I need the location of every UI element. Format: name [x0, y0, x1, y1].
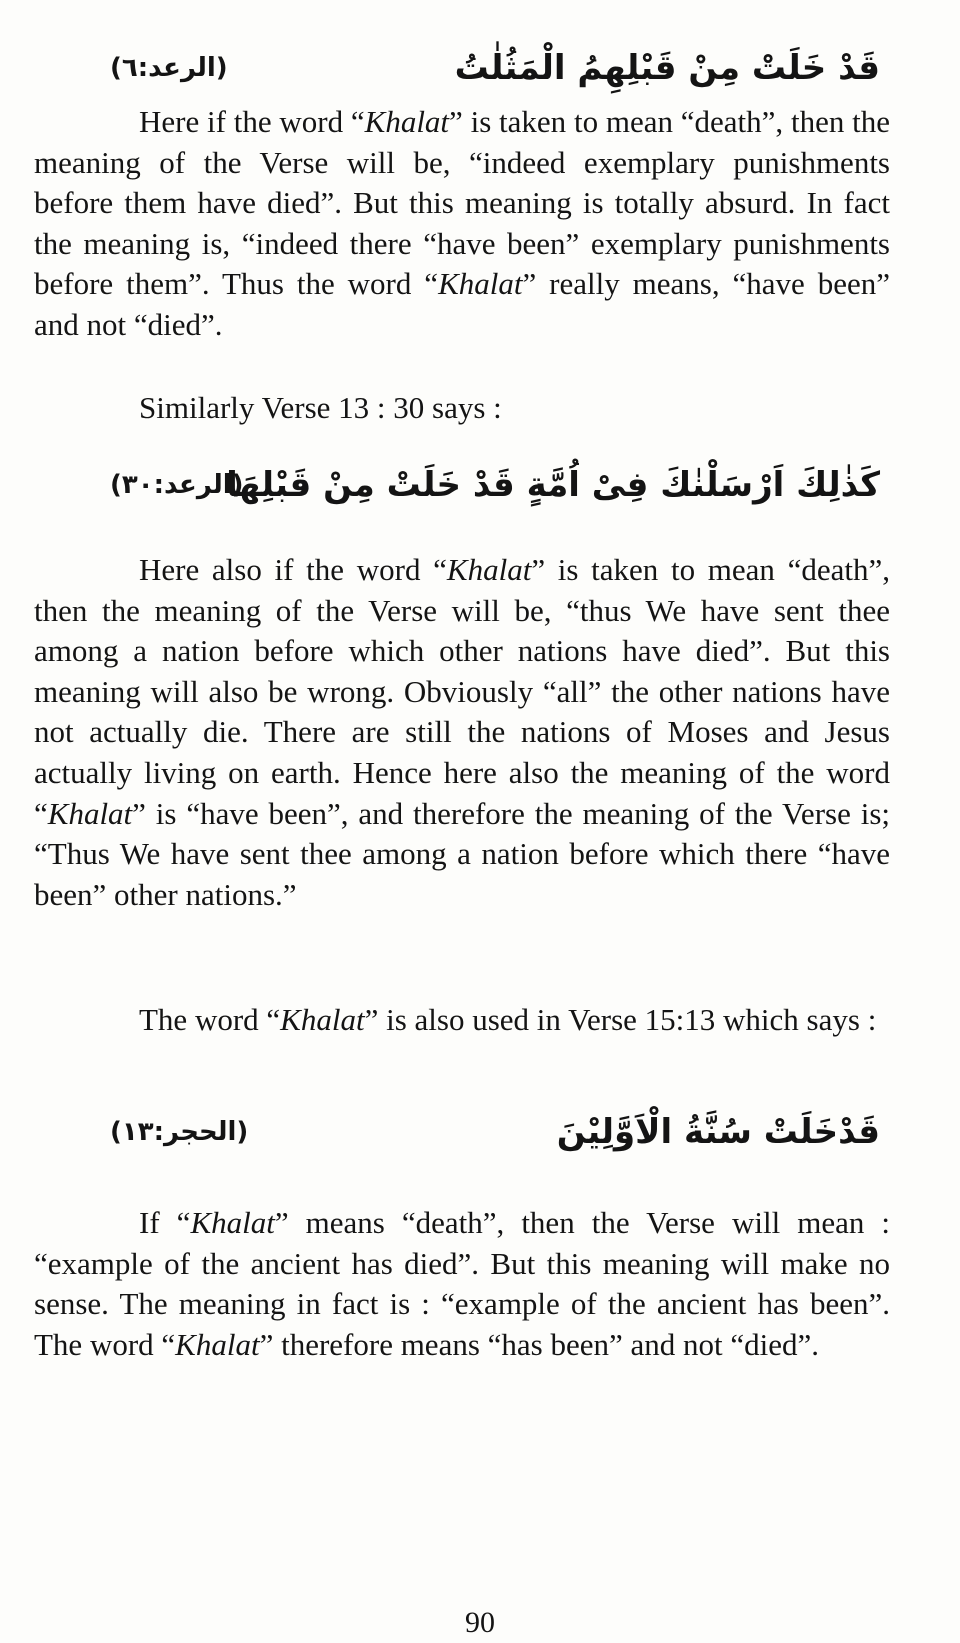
- italic-term: Khalat: [438, 266, 523, 302]
- text-run: ” therefore means “has been” and not “died”.: [259, 1326, 820, 1362]
- text-run: ” really means, “have been” and not “died”.: [34, 266, 890, 342]
- verse-reference: (الرعد:٦): [110, 53, 228, 83]
- text-run: ” is taken to mean “death”, then the meaning of the Verse will be, “thus We have sent thee among a nation before which other nations have died”. But this meaning will also be wrong. Obviously “all” the other nations have not actually die. There are still the nations of Moses and Jesus actually living on earth. Hence here also the meaning of the word “: [34, 552, 890, 831]
- text-run: Here also if the word “: [139, 552, 447, 587]
- italic-term: Khalat: [280, 1002, 365, 1037]
- italic-term: Khalat: [446, 552, 532, 587]
- arabic-verse: قَدْخَلَتْ سُنَّةُ الْاَوَّلِيْنَ: [556, 1112, 880, 1152]
- paragraph: [34, 1000, 890, 1041]
- text-run: ” is taken to mean “death”, then the meaning of the Verse will be, “indeed exemplary punishments before them have died”. But this meaning is totally absurd. In fact the meaning is, “indeed there “have been” exemplary punishments before them”. Thus the word “: [34, 104, 890, 302]
- arabic-verse: قَدْ خَلَتْ مِنْ قَبْلِهِمُ الْمَثُلٰتُ: [454, 48, 880, 88]
- text-run: ” means “death”, then the Verse will mean : “example of the ancient has died”. But this meaning will make no sense. The meaning in fact is : “example of the ancient has been”. The word “: [34, 1205, 891, 1362]
- verse-block-3: [100, 1102, 880, 1172]
- text-run: The word “: [139, 1002, 281, 1037]
- verse-reference: (الرعد:٣٠): [110, 470, 244, 500]
- verse-block-1: [100, 38, 880, 108]
- verse-reference: (الحجر:١٣): [110, 1117, 249, 1147]
- text-run: If “: [139, 1205, 191, 1240]
- verse-block-2: [100, 455, 880, 525]
- italic-term: Khalat: [364, 104, 450, 139]
- text-run: Here if the word “: [139, 104, 365, 139]
- paragraph: [34, 102, 890, 346]
- paragraph: [34, 1203, 890, 1365]
- text-run: Similarly Verse 13 : 30 says :: [139, 390, 502, 425]
- text-run: ” is also used in Verse 15:13 which says :: [364, 1002, 877, 1037]
- paragraph: [34, 388, 890, 429]
- paragraph: [34, 550, 890, 915]
- arabic-verse: كَذٰلِكَ اَرْسَلْنٰكَ فِىْ اُمَّةٍ قَدْ خَلَتْ مِنْ قَبْلِهَا: [226, 465, 880, 505]
- italic-term: Khalat: [175, 1326, 260, 1362]
- text-run: ” is “have been”, and therefore the meaning of the Verse is; “Thus We have sent thee among a nation before which there “have been” other nations.”: [34, 795, 890, 912]
- italic-term: Khalat: [190, 1205, 275, 1240]
- page-number: 90: [465, 1606, 495, 1639]
- italic-term: Khalat: [47, 795, 133, 831]
